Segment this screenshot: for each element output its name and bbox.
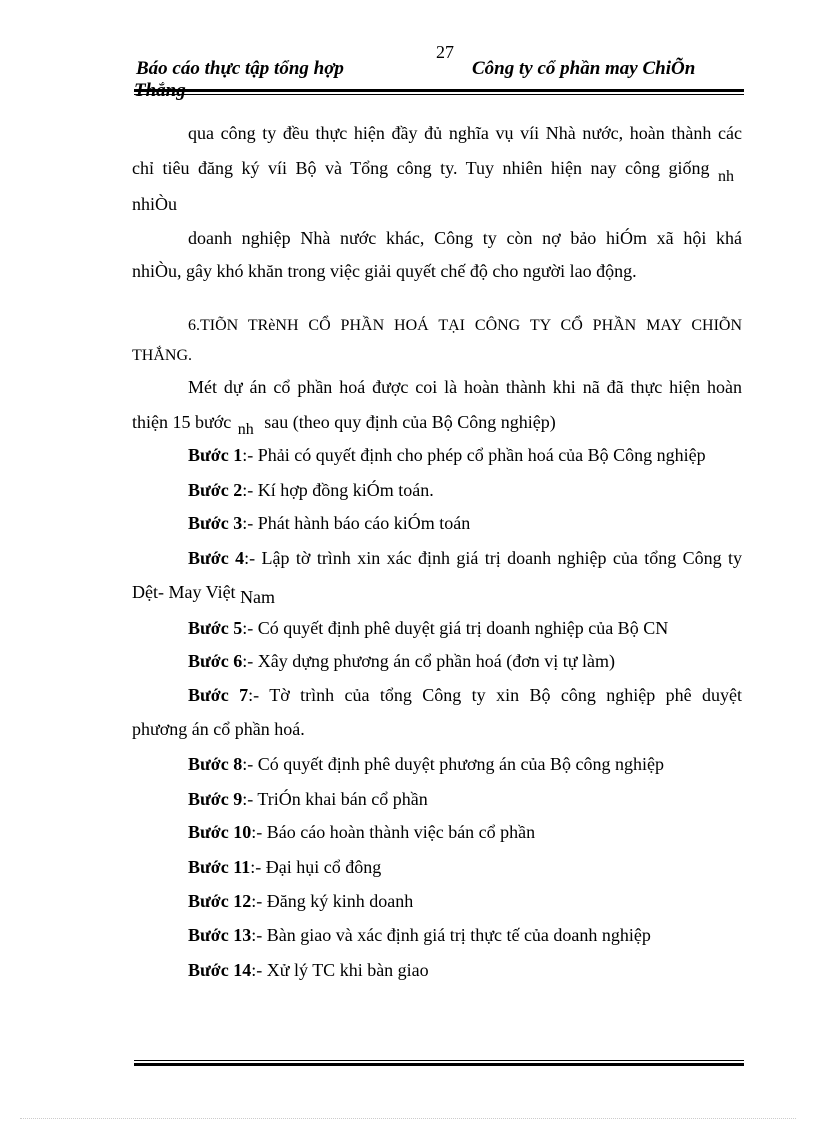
paragraph-line: nhiÒu bbox=[132, 194, 177, 214]
step-item bbox=[188, 753, 664, 775]
step-text: :- Xây dựng phương án cổ phần hoá (đơn vị tự làm) bbox=[242, 651, 615, 671]
step-item bbox=[188, 444, 706, 466]
step-text: :- Phải có quyết định cho phép cổ phần hoá của Bộ Công nghiệp bbox=[242, 445, 706, 465]
step-text: :- Xử lý TC khi bàn giao bbox=[251, 960, 429, 980]
section-heading: 6.TIÕN TRèNH CỔ PHẦN HOÁ TẠI CÔNG TY CỔ PHẦN MAY CHIÕN bbox=[188, 317, 742, 334]
step-label: Bước 10 bbox=[188, 822, 252, 842]
header-rule-thick bbox=[134, 89, 744, 92]
step-item bbox=[188, 856, 381, 878]
step-text: :- Lập tờ trình xin xác định giá trị doanh nghiệp của tổng Công ty bbox=[244, 548, 742, 568]
step-item bbox=[188, 512, 470, 534]
paragraph-line-fragment: nh bbox=[717, 168, 734, 185]
intro-line: Mét dự án cổ phần hoá được coi là hoàn thành khi nã đã thực hiện hoàn bbox=[188, 377, 742, 397]
step-label: Bước 7 bbox=[188, 685, 249, 705]
step-item bbox=[188, 890, 413, 912]
paragraph-line: nhiÒu, gây khó khăn trong việc giải quyết chế độ cho người lao động. bbox=[132, 261, 637, 281]
intro-line-text: sau (theo quy định của Bộ Công nghiệp) bbox=[264, 412, 556, 432]
step-continuation-fragment: Nam bbox=[240, 587, 276, 607]
intro-line bbox=[132, 411, 556, 438]
step-text: :- Đăng ký kinh doanh bbox=[251, 891, 414, 911]
step-label: Bước 6 bbox=[188, 651, 243, 671]
step-item bbox=[188, 924, 651, 946]
page-number: 27 bbox=[436, 42, 454, 62]
step-label: Bước 5 bbox=[188, 618, 243, 638]
step-text: :- Có quyết định phê duyệt giá trị doanh nghiệp của Bộ CN bbox=[242, 618, 669, 638]
footer-rule-thick bbox=[134, 1063, 744, 1066]
step-text: :- TriÓn khai bán cổ phần bbox=[242, 789, 428, 809]
step-text: :- Phát hành báo cáo kiÓm toán bbox=[242, 513, 471, 533]
step-item bbox=[188, 684, 742, 706]
step-continuation: phương án cổ phần hoá. bbox=[132, 719, 305, 739]
paragraph-line-text: chỉ tiêu đăng ký víi Bộ và Tổng công ty. Tuy nhiên hiện nay công giống bbox=[132, 158, 710, 178]
paragraph-line: qua công ty đều thực hiện đầy đủ nghĩa vụ víi Nhà nước, hoàn thành các bbox=[188, 123, 742, 143]
header-right-title: Công ty cổ phần may ChiÕn bbox=[472, 58, 696, 79]
step-label: Bước 1 bbox=[188, 445, 243, 465]
header-left-title: Báo cáo thực tập tổng hợp bbox=[136, 58, 344, 79]
step-label: Bước 11 bbox=[188, 857, 251, 877]
step-text: :- Báo cáo hoàn thành việc bán cổ phần bbox=[251, 822, 536, 842]
step-continuation bbox=[132, 581, 276, 607]
step-item bbox=[188, 821, 535, 843]
step-item bbox=[188, 959, 429, 981]
step-text: :- Bàn giao và xác định giá trị thực tế của doanh nghiệp bbox=[251, 925, 651, 945]
step-label: Bước 2 bbox=[188, 480, 243, 500]
paragraph-line: doanh nghiệp Nhà nước khác, Công ty còn nợ bảo hiÓm xã hội khá bbox=[188, 228, 742, 248]
step-label: Bước 8 bbox=[188, 754, 243, 774]
section-heading-continuation: THẮNG. bbox=[132, 347, 192, 364]
step-label: Bước 14 bbox=[188, 960, 252, 980]
footer-rule-thin bbox=[134, 1060, 744, 1061]
step-text: :- Kí hợp đồng kiÓm toán. bbox=[242, 480, 434, 500]
step-continuation-text: Dệt- May Việt bbox=[132, 582, 236, 602]
step-label: Bước 13 bbox=[188, 925, 252, 945]
step-item bbox=[188, 788, 428, 810]
step-item bbox=[188, 547, 742, 569]
step-text: :- Đại hụi cổ đông bbox=[250, 857, 382, 877]
step-text: :- Tờ trình của tổng Công ty xin Bộ công nghiệp phê duyệt bbox=[248, 685, 742, 705]
step-text: :- Có quyết định phê duyệt phương án của Bộ công nghiệp bbox=[242, 754, 664, 774]
step-label: Bước 9 bbox=[188, 789, 243, 809]
step-item bbox=[188, 479, 434, 501]
step-label: Bước 12 bbox=[188, 891, 252, 911]
page-edge-guide bbox=[20, 1118, 796, 1119]
step-item bbox=[188, 617, 668, 639]
step-label: Bước 3 bbox=[188, 513, 243, 533]
intro-line-text: thiện 15 bước bbox=[132, 412, 232, 432]
step-label: Bước 4 bbox=[188, 548, 245, 568]
intro-line-fragment: nh bbox=[237, 421, 254, 438]
paragraph-line bbox=[132, 157, 742, 185]
step-item bbox=[188, 650, 615, 672]
header-rule-thin bbox=[134, 94, 744, 95]
